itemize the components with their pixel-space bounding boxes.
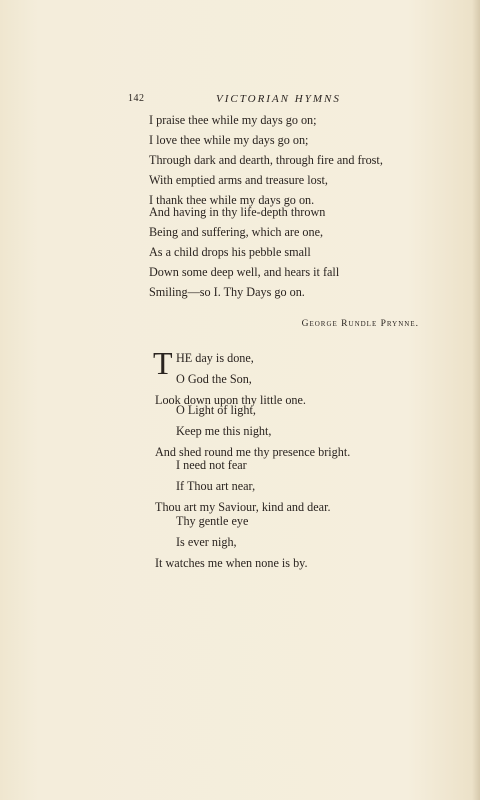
hymn-line: Thy gentle eye xyxy=(176,514,249,528)
hymn-line: Look down upon thy little one. xyxy=(155,393,306,407)
running-header xyxy=(128,93,398,107)
poem-line: And having in thy life-depth thrown xyxy=(149,205,326,219)
hymn-line: If Thou art near, xyxy=(176,479,256,493)
hymn-line: I need not fear xyxy=(176,458,247,472)
poem-line: I love thee while my days go on; xyxy=(149,133,309,147)
hymn-line: HE day is done, xyxy=(176,351,254,365)
hymn-line: Thou art my Saviour, kind and dear. xyxy=(155,500,331,514)
page-number: 142 xyxy=(128,93,145,104)
page-edge-shadow xyxy=(472,0,480,800)
running-title: VICTORIAN HYMNS xyxy=(216,93,341,105)
poem-line: I praise thee while my days go on; xyxy=(149,113,317,127)
hymn-stanza-4 xyxy=(155,511,308,574)
hymn-stanza-2 xyxy=(155,400,350,463)
drop-cap: T xyxy=(153,345,173,381)
hymn-stanza-3 xyxy=(155,455,331,518)
poem-line: I thank thee while my days go on. xyxy=(149,193,315,207)
hymn-line: O Light of light, xyxy=(176,403,256,417)
poem-line: Down some deep well, and hears it fall xyxy=(149,265,340,279)
poem-line: As a child drops his pebble small xyxy=(149,245,311,259)
hymn-line: Is ever nigh, xyxy=(176,535,237,549)
hymn-line: And shed round me thy presence bright. xyxy=(155,445,351,459)
hymn-line: Keep me this night, xyxy=(176,424,272,438)
poem-line: Smiling—so I. Thy Days go on. xyxy=(149,285,305,299)
poem-line: Being and suffering, which are one, xyxy=(149,225,324,239)
hymn-line: O God the Son, xyxy=(176,372,252,386)
hymn-line: It watches me when none is by. xyxy=(155,556,308,570)
poem-line: Through dark and dearth, through fire and frost, xyxy=(149,153,383,167)
author-attribution: George Rundle Prynne. xyxy=(301,319,419,329)
poem-line: With emptied arms and treasure lost, xyxy=(149,173,328,187)
poem-stanza-2 xyxy=(149,202,339,302)
poem-stanza-1 xyxy=(149,110,383,210)
